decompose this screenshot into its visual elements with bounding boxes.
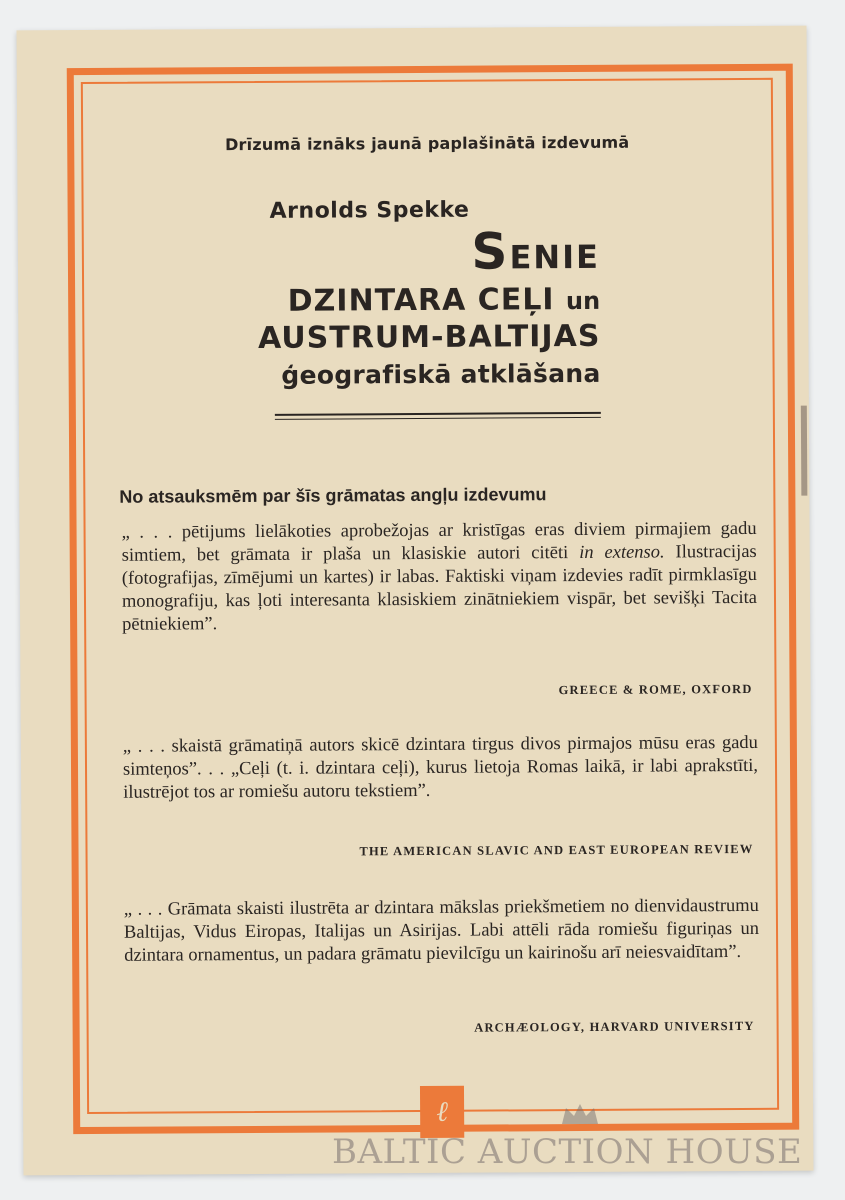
- title-line-3: AUSTRUM-BALTIJAS: [257, 318, 601, 356]
- review-source-1: GREECE & ROME, OXFORD: [558, 681, 753, 698]
- review-source-2: THE AMERICAN SLAVIC AND EAST EUROPEAN REVIEW: [359, 841, 754, 859]
- title-line-1: [244, 222, 601, 281]
- title-line-2: [244, 283, 600, 317]
- publisher-logo-icon: ℓ: [420, 1086, 464, 1138]
- review-1-text-a: „ . . . pētijums lielākoties aprobežojas ar kristīgas eras diviem pirmajiem gadu simtiem, bet grāmata ir plaša un klasiskie autori citēti: [121, 518, 757, 566]
- review-source-3: ARCHÆOLOGY, HARVARD UNIVERSITY: [474, 1018, 755, 1035]
- title-line-2-small: un: [565, 286, 601, 315]
- review-1-italic: in extenso.: [579, 542, 665, 563]
- review-quote-3: „ . . . Grāmata skaisti ilustrēta ar dzintara mākslas priekšmetiem no dienvidaustrumu Baltijas, Vidus Eiropas, Italijas un Asirijas. Labi attēli rāda romiešu figuriņas un dzintara ornamentus, un padara grāmatu pievilcīgu un kairinošu arī neiesvaidītam”.: [123, 895, 760, 966]
- review-1-text-b: Ilustracijas (fotografijas, zīmējumi un kartes) ir labas. Faktiski viņam izdevies radīt pirmklasīgu monografiju, kas ļoti interesanta klasiskiem zinātniekiem vispār, bet sevišķi Tacita pētniekiem”.: [121, 541, 758, 635]
- crown-icon: [558, 1100, 602, 1128]
- title-line-2-main: DZINTARA CEĻI: [287, 281, 555, 319]
- title-initial: S: [471, 222, 510, 281]
- book-title: [244, 222, 601, 390]
- page-edge-shadow: [801, 406, 808, 496]
- title-line-1-rest: ENIE: [509, 237, 601, 277]
- author-name: Arnolds Spekke: [269, 197, 470, 224]
- title-line-4: ģeografiskā atklāšana: [281, 358, 601, 390]
- announcement-line: Drīzumā iznāks jaunā paplašinātā izdevumā: [224, 132, 630, 155]
- watermark-text: BALTIC AUCTION HOUSE: [332, 1132, 803, 1172]
- pamphlet-page: [17, 26, 814, 1176]
- reviews-intro: No atsauksmēm par šīs grāmatas angļu izdevumu: [119, 484, 547, 507]
- review-quote-2: „ . . . skaistā grāmatiņā autors skicē dzintara tirgus divos pirmajos mūsu eras gadu simteņos”. . . „Ceļi (t. i. dzintara ceļi), kurus lietoja Romas laikā, ir labi aprakstīti, ilustrējot tos ar romiešu autoru tekstiem”.: [122, 732, 759, 803]
- review-quote-1: [122, 518, 758, 637]
